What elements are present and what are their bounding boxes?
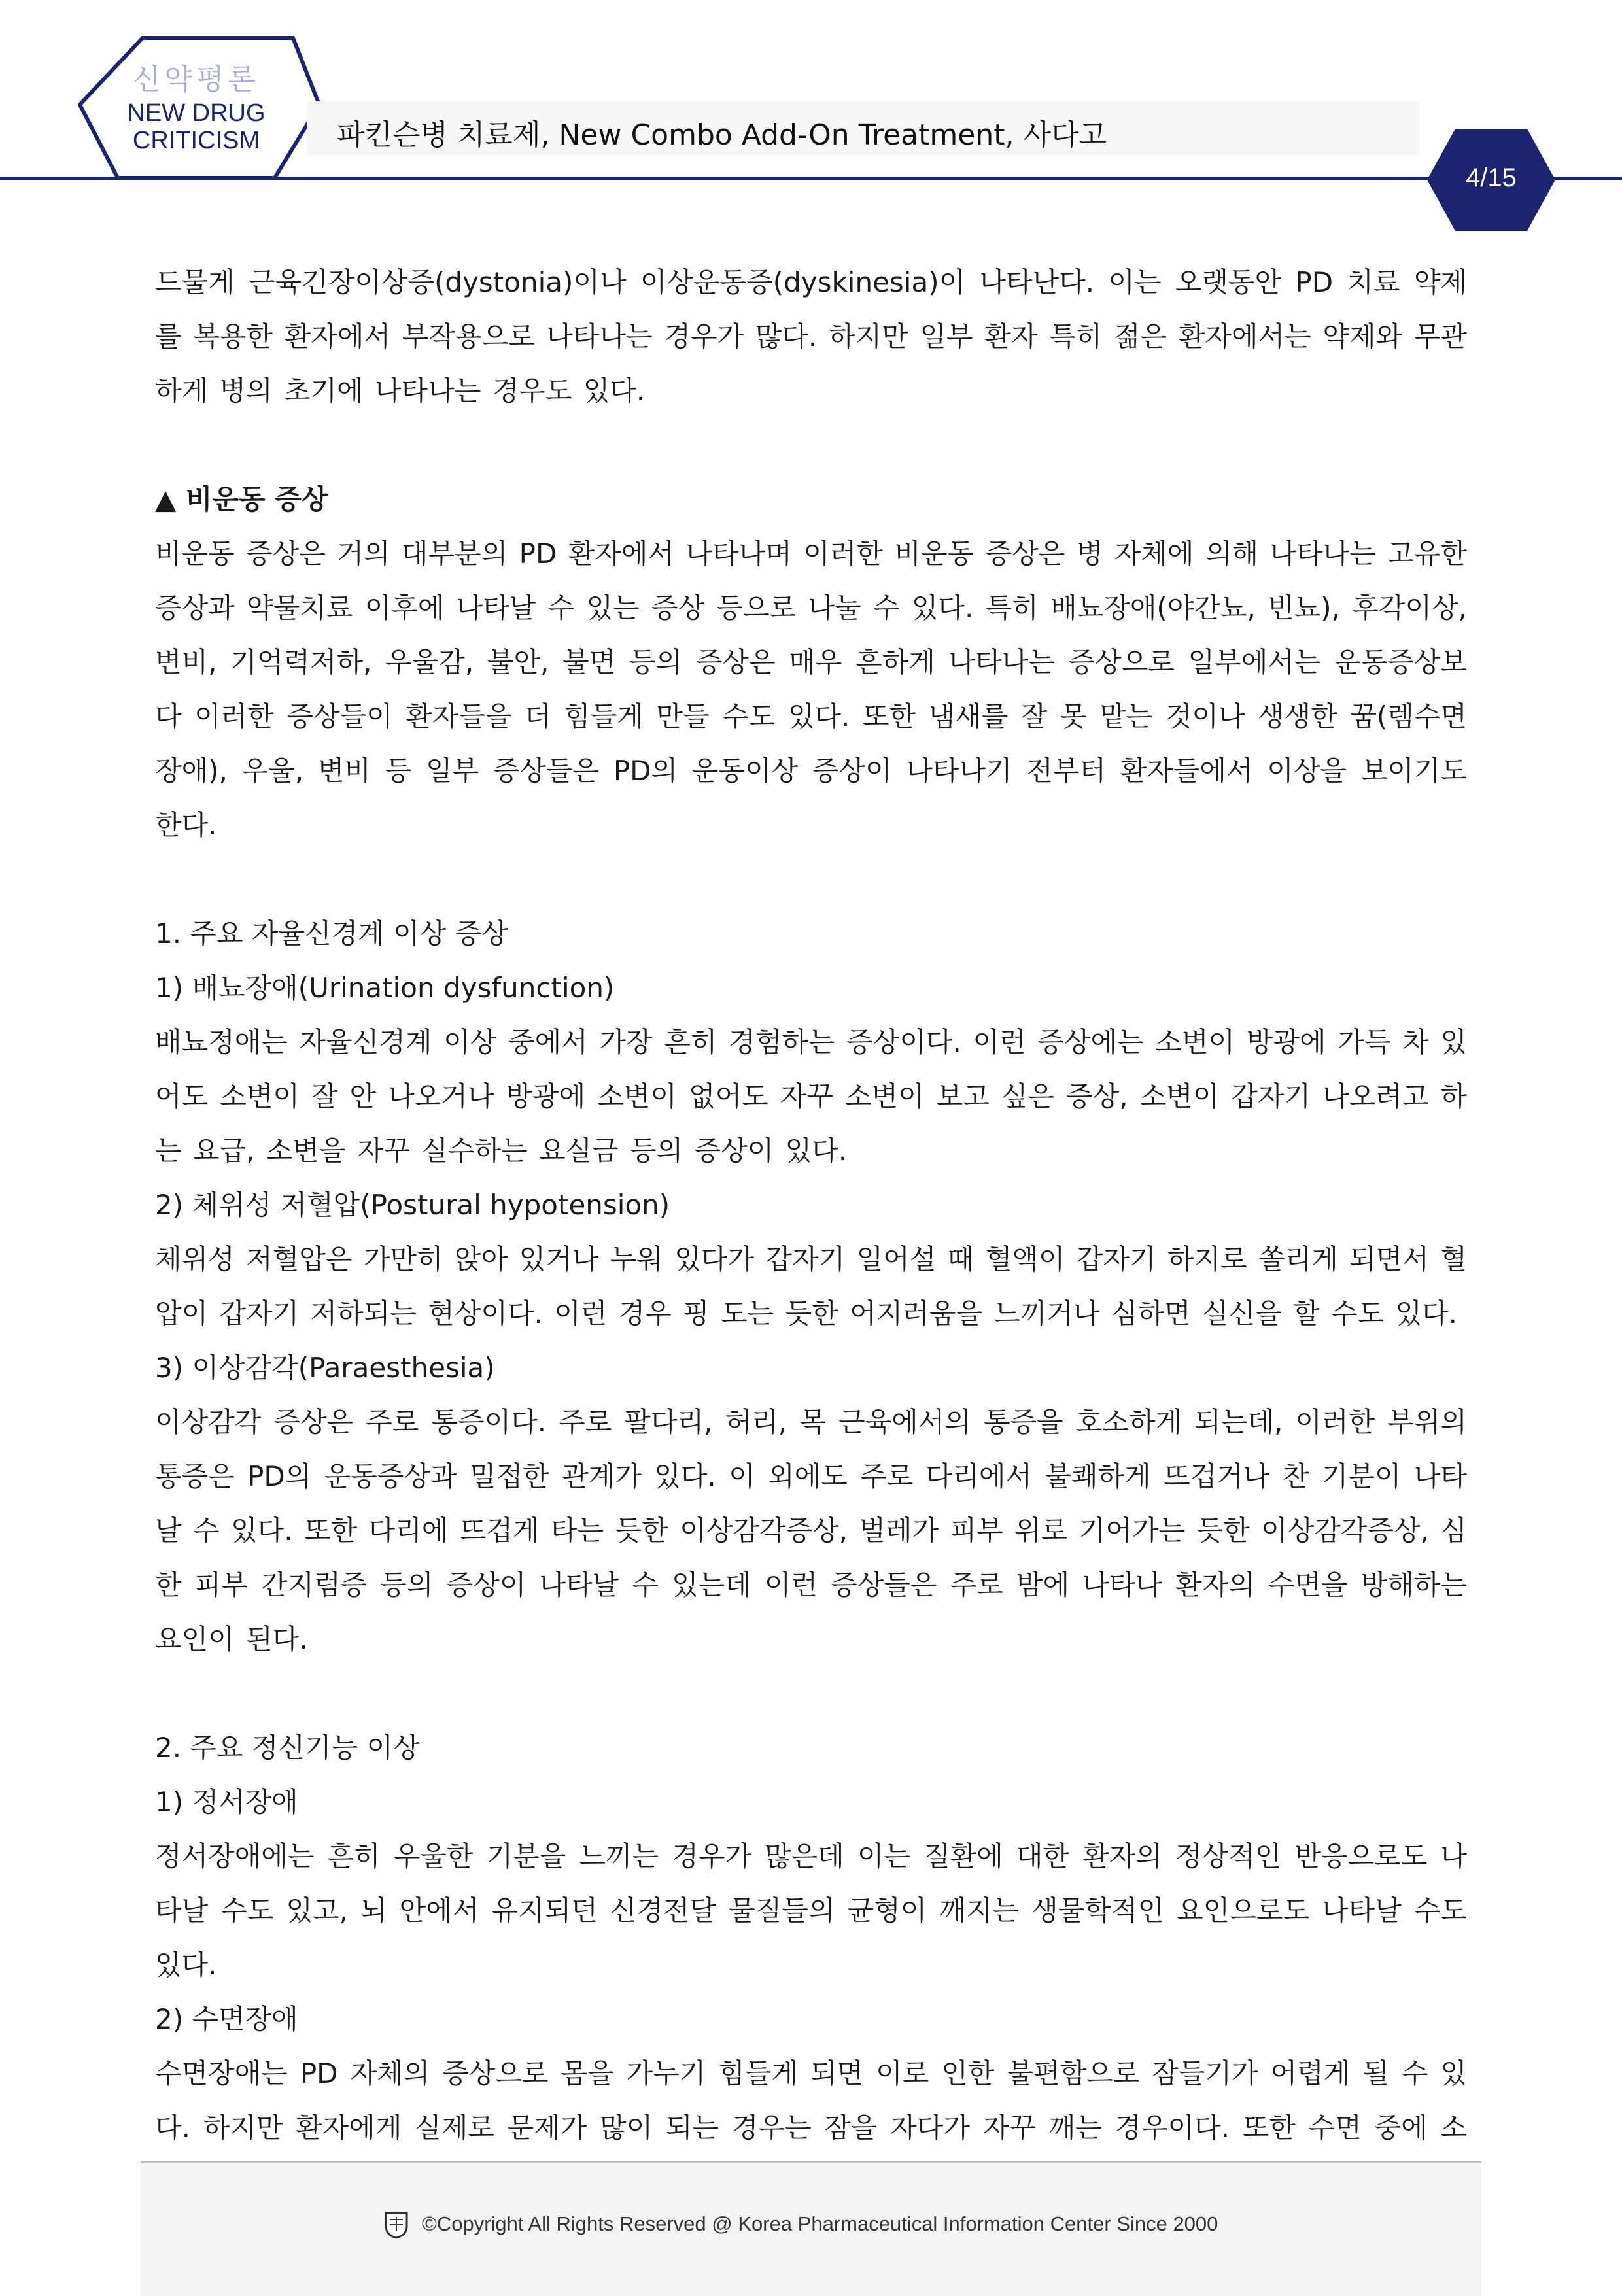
document-body [155, 255, 1467, 2209]
logo [78, 65, 314, 156]
subsection-sleep-paragraph: 수면장애는 PD 자체의 증상으로 몸을 가누기 힘들게 되면 이로 인한 불편함으로 잠들기가 어렵게 될 수 있다. 하지만 환자에게 실제로 문제가 많이 되는 경우는 잠을 자다가 자꾸 깨는 경우이다. 또한 수면 중에 소 [155, 2057, 1467, 2144]
subsection-emotional-paragraph: 정서장애에는 흔히 우울한 기분을 느끼는 경우가 많은데 이는 질환에 대한 환자의 정상적인 반응으로도 나타날 수도 있고, 뇌 안에서 유지되던 신경전달 물질들의 균형이 깨지는 생물학적인 요인으로도 나타날 수도 있다. [155, 1840, 1467, 1981]
section1-heading: 1. 주요 자율신경계 이상 증상 [155, 917, 508, 950]
nonmotor-heading: ▲ 비운동 증상 [155, 483, 328, 515]
section2-heading: 2. 주요 정신기능 이상 [155, 1732, 420, 1764]
subsection-urination-heading: 1) 배뇨장애(Urination dysfunction) [155, 972, 615, 1004]
subsection-paraesthesia-paragraph: 이상감각 증상은 주로 통증이다. 주로 팔다리, 허리, 목 근육에서의 통증을 호소하게 되는데, 이러한 부위의 통증은 PD의 운동증상과 밀접한 관계가 있다. 이 외에도 주로 다리에서 불쾌하게 뜨겁거나 찬 기분이 나타날 수 있다. 또한 다리에 뜨겁게 타는 듯한 이상감각증상, 벌레가 피부 위로 기어가는 듯한 이상감각증상, 심한 피부 간지럼증 등의 증상이 나타날 수 있는데 이런 증상들은 주로 밤에 나타나 환자의 수면을 방해하는 요인이 된다. [155, 1406, 1467, 1655]
intro-paragraph: 드물게 근육긴장이상증(dystonia)이나 이상운동증(dyskinesia)이 나타난다. 이는 오랫동안 PD 치료 약제를 복용한 환자에서 부작용으로 나타나는 경우가 많다. 하지만 일부 환자 특히 젊은 환자에서는 약제와 무관하게 병의 초기에 나타나는 경우도 있다. [155, 266, 1467, 407]
page-number: 4/15 [1466, 163, 1517, 192]
crest-icon [382, 2210, 411, 2239]
document-title: 파킨슨병 치료제, New Combo Add-On Treatment, 사다고 [337, 118, 1107, 152]
subsection-sleep-heading: 2) 수면장애 [155, 2003, 298, 2035]
subsection-urination-paragraph: 배뇨정애는 자율신경계 이상 중에서 가장 흔히 경험하는 증상이다. 이런 증상에는 소변이 방광에 가득 차 있어도 소변이 잘 안 나오거나 방광에 소변이 없어도 자꾸 소변이 보고 싶은 증상, 소변이 갑자기 나오려고 하는 요급, 소변을 자꾸 실수하는 요실금 등의 증상이 있다. [155, 1026, 1467, 1167]
logo-english-line2: CRITICISM [132, 127, 260, 154]
subsection-paraesthesia-heading: 3) 이상감각(Paraesthesia) [155, 1352, 495, 1384]
subsection-hypotension-paragraph: 체위성 저혈압은 가만히 앉아 있거나 누워 있다가 갑자기 일어설 때 혈액이 갑자기 하지로 쏠리게 되면서 혈압이 갑자기 저하되는 현상이다. 이런 경우 핑 도는 듯한 어지러움을 느끼거나 심하면 실신을 할 수도 있다. [155, 1243, 1467, 1329]
subsection-hypotension-heading: 2) 체위성 저혈압(Postural hypotension) [155, 1189, 670, 1221]
nonmotor-paragraph: 비운동 증상은 거의 대부분의 PD 환자에서 나타나며 이러한 비운동 증상은 병 자체에 의해 나타나는 고유한 증상과 약물치료 이후에 나타날 수 있는 증상 등으로 나눌 수 있다. 특히 배뇨장애(야간뇨, 빈뇨), 후각이상, 변비, 기억력저하, 우울감, 불안, 불면 등의 증상은 매우 흔하게 나타나는 증상으로 일부에서는 운동증상보다 이러한 증상들이 환자들을 더 힘들게 만들 수도 있다. 또한 냄새를 잘 못 맡는 것이나 생생한 꿈(렘수면장애), 우울, 변비 등 일부 증상들은 PD의 운동이상 증상이 나타나기 전부터 환자들에서 이상을 보이기도 한다. [155, 538, 1467, 841]
logo-korean: 신약평론 [132, 63, 260, 96]
copyright-text: ©Copyright All Rights Reserved @ Korea Pharmaceutical Information Center Since 2000 [422, 2212, 1218, 2235]
logo-english-line1: NEW DRUG [127, 99, 266, 127]
subsection-emotional-heading: 1) 정서장애 [155, 1786, 298, 1818]
